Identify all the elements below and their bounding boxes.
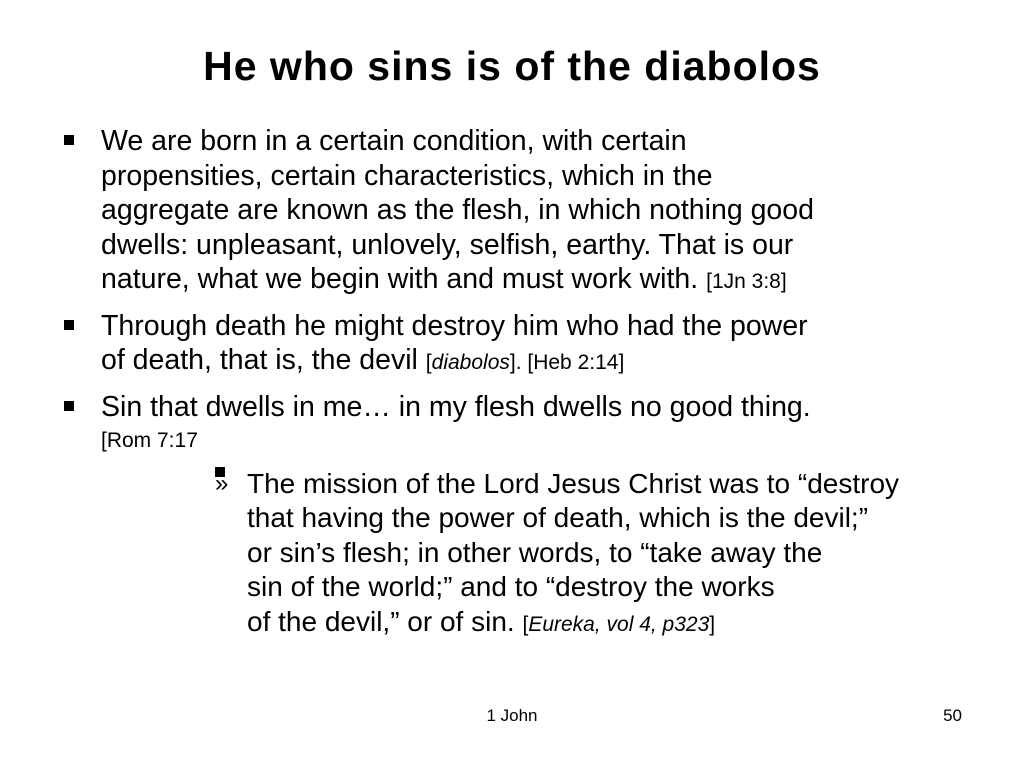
- square-bullet-icon: [64, 135, 74, 145]
- ref-open-bracket: [: [522, 612, 529, 636]
- slide-body: [0, 124, 1024, 651]
- slide-page-number: 50: [943, 706, 962, 725]
- sub-bullet-last-text: of the devil,” or of sin.: [247, 605, 515, 637]
- bullet-item-2: [0, 309, 1024, 381]
- double-chevron-icon: »: [215, 467, 225, 477]
- bullet-1-line-5: [101, 262, 984, 300]
- sub-bullet-line-4: sin of the world;” and to “destroy the works: [247, 571, 775, 602]
- bullet-2-last-text: of death, that is, the devil: [101, 344, 418, 376]
- sub-bullet-line-3: or sin’s flesh; in other words, to “take away the: [247, 536, 823, 568]
- ref-close-text: ]. [Heb 2:14]: [509, 351, 625, 374]
- bullet-1-line-3: aggregate are known as the flesh, in which nothing good: [101, 194, 814, 226]
- bullet-2-line-1: Through death he might destroy him who had the power: [101, 309, 808, 342]
- ref-open-bracket: [: [425, 351, 432, 374]
- bullet-1-last-text: nature, what we begin with and must work with.: [101, 263, 699, 295]
- ref-close-bracket: ]: [709, 612, 716, 636]
- scripture-reference: [Rom 7:17: [101, 429, 198, 452]
- square-bullet-icon: [64, 401, 74, 411]
- bullet-1-line-2: propensities, certain characteristics, which in the: [101, 159, 713, 192]
- footer-book-name: 1 John: [486, 706, 538, 725]
- scripture-reference: [1Jn 3:8]: [706, 270, 787, 293]
- book-reference: [522, 613, 715, 636]
- ref-italic-citation: Eureka, vol 4, p323: [528, 612, 710, 636]
- scripture-reference: [426, 351, 624, 374]
- bullet-item-1: [0, 124, 1024, 300]
- bullet-1-line-4: dwells: unpleasant, unlovely, selfish, earthy. That is our: [101, 228, 794, 261]
- slide-title: He who sins is of the diabolos: [203, 43, 821, 89]
- sub-bullet-line-1: The mission of the Lord Jesus Christ was to “destroy: [247, 467, 900, 499]
- sub-bullet-line-2: that having the power of death, which is the devil;”: [247, 502, 869, 533]
- bullet-2-line-2: [101, 343, 984, 381]
- bullet-3-line-1: Sin that dwells in me… in my flesh dwells no good thing.: [101, 390, 811, 423]
- bullet-item-3: [0, 390, 1024, 643]
- bullet-1-line-1: We are born in a certain condition, with certain: [101, 125, 687, 157]
- square-bullet-icon: [64, 320, 74, 330]
- ref-italic-word: diabolos: [431, 351, 510, 374]
- sub-bullet-line-5: [247, 605, 944, 643]
- sub-bullet-item: [101, 467, 984, 643]
